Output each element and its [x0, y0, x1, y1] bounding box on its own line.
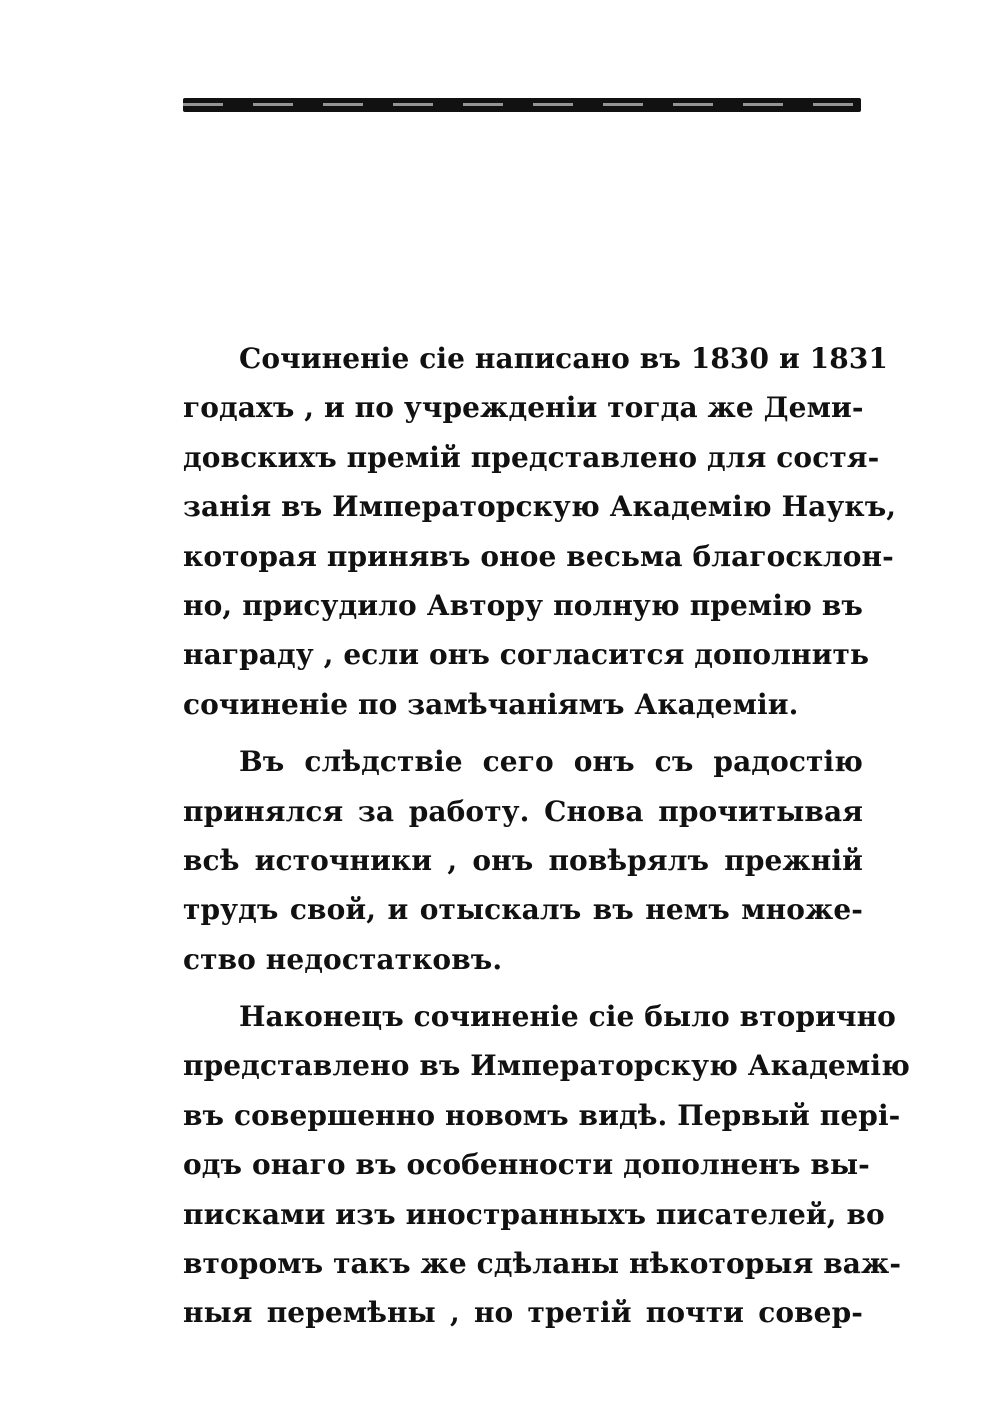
text-line: писками изъ иностранныхъ писателей, во [183, 1197, 885, 1231]
text-line: ныя перемѣны , но третій почти совер- [183, 1296, 863, 1330]
text-line: Наконецъ сочиненіе сіе было вторично [239, 1000, 896, 1034]
paragraph-1 [183, 334, 897, 729]
header-rule [183, 98, 861, 112]
text-line: принялся за работу. Снова прочитывая [183, 794, 863, 828]
text-line: Сочиненіе сіе написано въ 1830 и 1831 [239, 342, 888, 375]
text-line: но, присудило Автору полную премію въ [183, 588, 863, 622]
text-line: Въ слѣдствіе сего онъ съ радостію [239, 745, 863, 779]
text-line: годахъ , и по учрежденіи тогда же Деми- [183, 391, 864, 425]
text-line: занія въ Императорскую Академію Наукъ, [183, 490, 897, 524]
text-line: ство недостатковъ. [183, 942, 503, 976]
text-line: всѣ источники , онъ повѣрялъ прежній [183, 843, 863, 877]
text-line: сочиненіе по замѣчаніямъ Академіи. [183, 687, 799, 721]
text-line: трудъ свой, и отыскалъ въ немъ множе- [183, 893, 863, 927]
text-line: награду , если онъ согласится дополнить [183, 638, 870, 672]
text-line: въ совершенно новомъ видѣ. Первый пері- [183, 1098, 901, 1132]
text-line: второмъ такъ же сдѣланы нѣкоторыя важ- [183, 1247, 902, 1281]
paragraph-3 [183, 992, 910, 1338]
text-line: которая принявъ оное весьма благосклон- [183, 539, 894, 573]
text-line: одъ онаго въ особенности дополненъ вы- [183, 1148, 870, 1182]
text-line: довскихъ премій представлено для состя- [183, 440, 880, 474]
text-line: представлено въ Императорскую Академію [183, 1049, 910, 1083]
body-text [183, 334, 910, 1338]
paragraph-2 [183, 737, 863, 984]
